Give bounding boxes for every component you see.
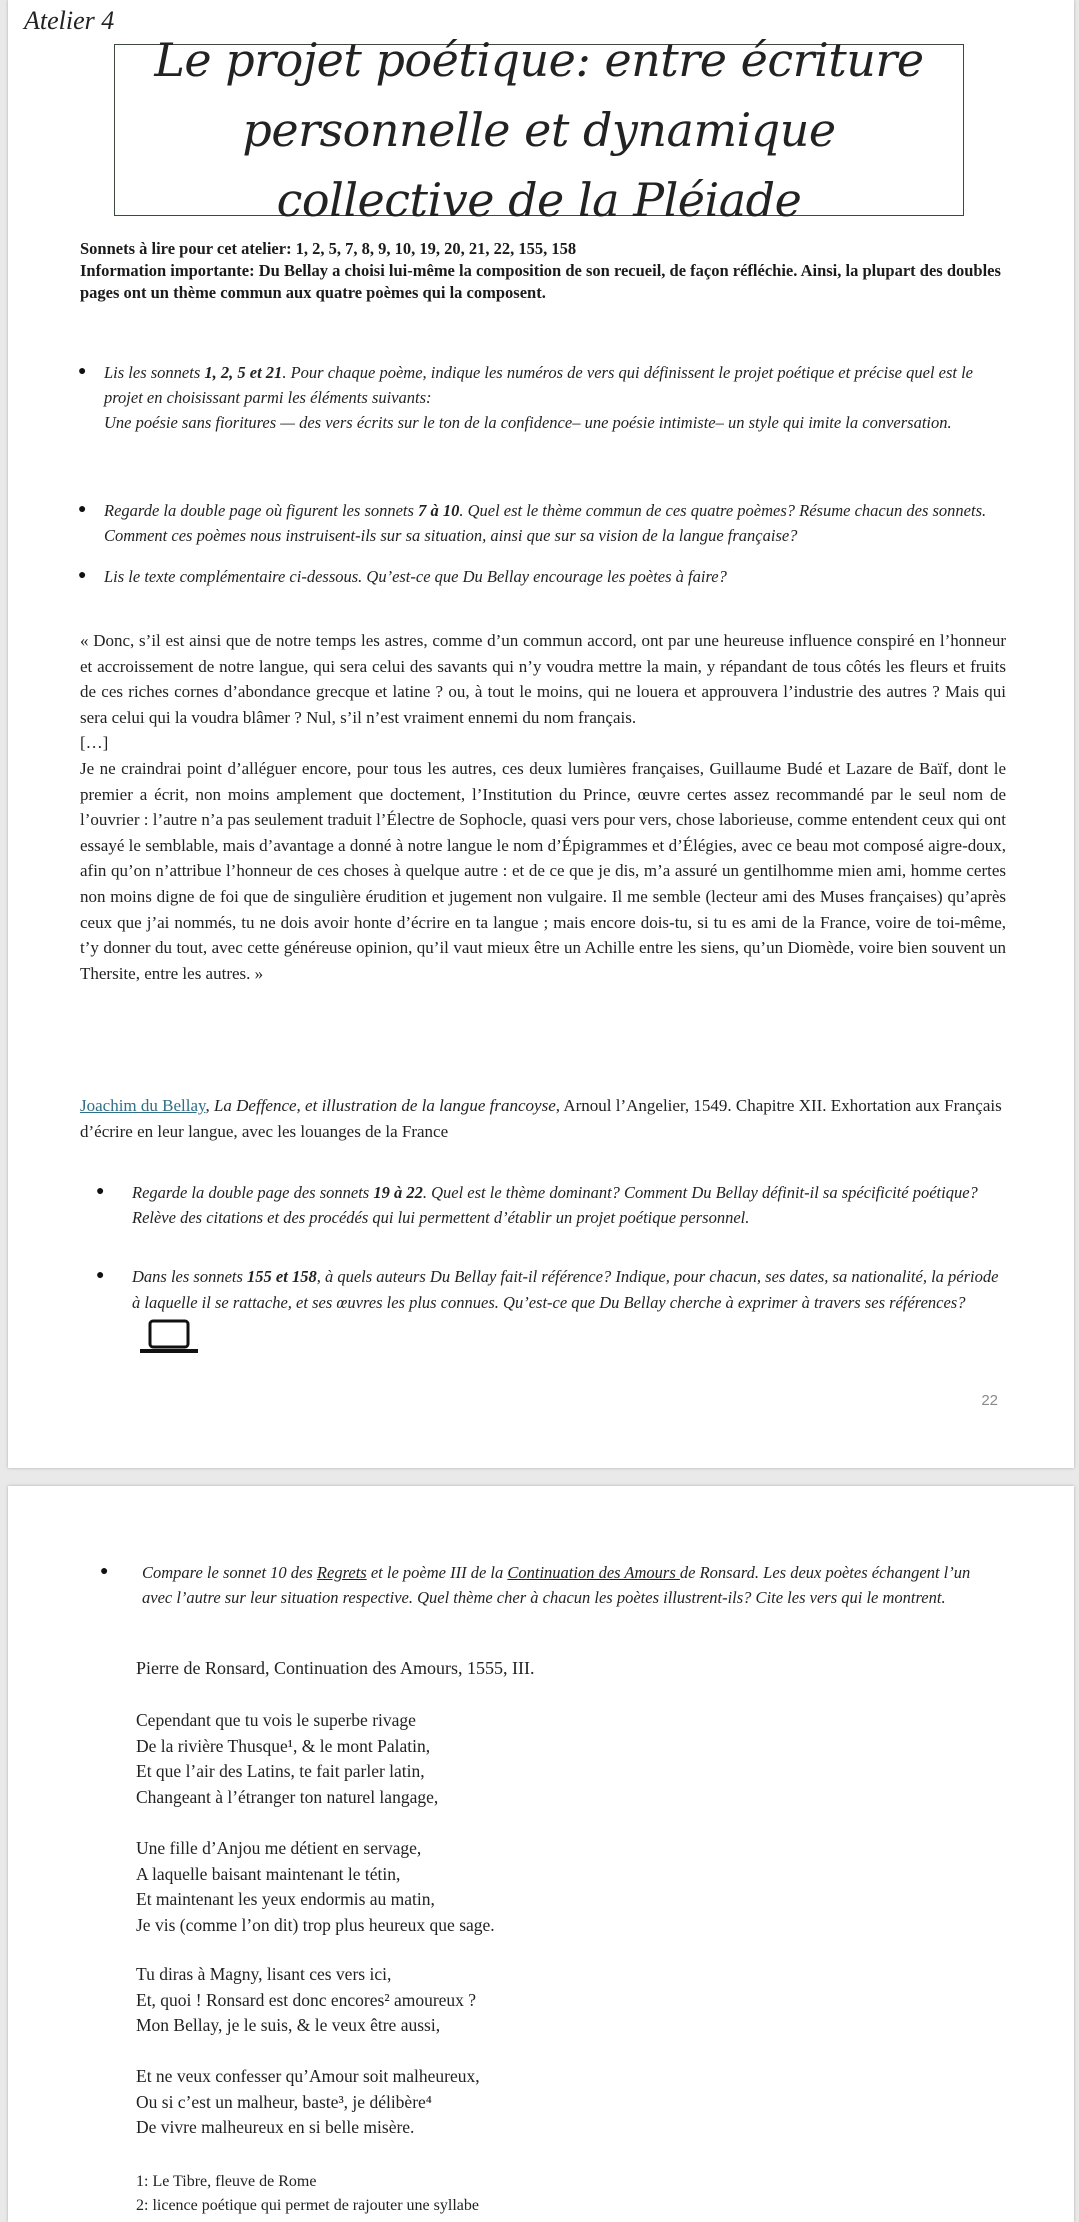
question-3: Lis le texte complémentaire ci-dessous. Qu’est-ce que Du Bellay encourage les poètes à faire? bbox=[104, 567, 727, 586]
document-page-2 bbox=[8, 1486, 1074, 2222]
title-box bbox=[114, 33, 964, 227]
poem-line: Et maintenant les yeux endormis au matin, bbox=[136, 1889, 435, 1909]
atelier-label: Atelier 4 bbox=[24, 6, 115, 35]
question-text: Regarde la double page où figurent les sonnets bbox=[104, 501, 419, 520]
author-link[interactable]: Joachim du Bellay bbox=[80, 1096, 206, 1115]
intro-block bbox=[80, 238, 1010, 304]
laptop-icon bbox=[138, 1316, 200, 1364]
question-2 bbox=[104, 498, 1004, 548]
question-options: Une poésie sans fioritures — des vers écrits sur le ton de la confidence– une poésie intimiste– un style qui imite la conversation. bbox=[104, 413, 952, 432]
question-text: Regarde la double page des sonnets bbox=[132, 1183, 374, 1202]
question-sonnets: 19 à 22 bbox=[373, 1183, 423, 1202]
bullet-icon: ● bbox=[78, 502, 87, 517]
stanza-4 bbox=[136, 2064, 836, 2141]
question-text: Dans les sonnets bbox=[132, 1267, 248, 1286]
bullet-icon: ● bbox=[78, 568, 87, 583]
sonnets-list: Sonnets à lire pour cet atelier: 1, 2, 5, 7, 8, 9, 10, 19, 20, 21, 22, 155, 158 bbox=[80, 239, 577, 258]
bullet-icon: ● bbox=[96, 1268, 105, 1283]
question-6 bbox=[142, 1560, 992, 1610]
stanza-1 bbox=[136, 1708, 836, 1810]
poem-line: A laquelle baisant maintenant le tétin, bbox=[136, 1863, 401, 1884]
source-citation bbox=[80, 1093, 1006, 1144]
bullet-icon: ● bbox=[100, 1564, 109, 1579]
question-sonnets: 1, 2, 5 et 21 bbox=[204, 363, 283, 382]
bullet-icon: ● bbox=[78, 364, 87, 379]
important-info: Information importante: Du Bellay a choisi lui-même la composition de son recueil, de façon réfléchie. Ainsi, la plupart des doubles pages ont un thème commun aux quatre poèmes qui la composent. bbox=[80, 261, 1001, 302]
poem-line: De la rivière Thusque¹, & le mont Palatin, bbox=[136, 1735, 431, 1756]
question-1 bbox=[104, 360, 1004, 435]
stanza-2 bbox=[136, 1836, 836, 1938]
poem-line: Une fille d’Anjou me détient en servage, bbox=[136, 1838, 422, 1858]
question-text: Lis les sonnets bbox=[104, 363, 205, 382]
question-text: Compare le sonnet 10 des bbox=[142, 1563, 317, 1582]
poem-line: Cependant que tu vois le superbe rivage bbox=[136, 1710, 416, 1730]
quote-paragraph-1: « Donc, s’il est ainsi que de notre temps les astres, comme d’un commun accord, ont par une heureuse influence conspiré en l’honneur et accroissement de notre langue, qui sera celui des savants qui n’y voudra mettre la main, y répandant de tous côtés les fleurs et fruits de ces riches cornes d’abondance grecque et latine ? ou, à tout le moins, qui ne louera et approuvera l’industrie des autres ? Mais qui sera celui qui la voudra blâmer ? Nul, s’il n’est vraiment ennemi du nom français. bbox=[80, 631, 1006, 727]
document-page-1 bbox=[8, 0, 1074, 1468]
continuation-title: Continuation des Amours bbox=[507, 1563, 680, 1582]
work-title: La Deffence, et illustration de la langue francoyse bbox=[213, 1096, 556, 1115]
poem-line: Changeant à l’étranger ton naturel langage, bbox=[136, 1786, 439, 1807]
question-4 bbox=[132, 1180, 1002, 1230]
bullet-icon: ● bbox=[96, 1184, 105, 1199]
poem-line: Et ne veux confesser qu’Amour soit malheureux, bbox=[136, 2066, 480, 2086]
question-text: , à quels auteurs Du Bellay fait-il référence? Indique, pour chacun, ses dates, sa nationalité, la période à laquelle il se rattache, et ses œuvres les plus connues. Qu’est-ce que Du Bellay cherche à exprimer à travers ses références? bbox=[132, 1267, 999, 1312]
question-text: . Pour chaque poème, indique les numéros de vers qui définissent le projet poétique et précise quel est le projet en choisissant parmi les éléments suivants: bbox=[104, 363, 974, 407]
poem-line: Ou si c’est un malheur, baste³, je délibère⁴ bbox=[136, 2091, 432, 2112]
quote-ellipsis: […] bbox=[80, 733, 109, 753]
poem-line: Et que l’air des Latins, te fait parler latin, bbox=[136, 1761, 425, 1781]
question-sonnets: 155 et 158 bbox=[247, 1267, 317, 1286]
footnote: 2: licence poétique qui permet de rajouter une syllabe bbox=[136, 2197, 479, 2214]
poem-line: Et, quoi ! Ronsard est donc encores² amoureux ? bbox=[136, 1989, 477, 2010]
question-text: . Quel est le thème dominant? Comment Du Bellay définit-il sa spécificité poétique? Relève des citations et des procédés qui lui permettent d’établir un projet poétique personnel. bbox=[132, 1183, 978, 1227]
footnotes bbox=[136, 2170, 479, 2218]
page-title: Le projet poétique: entre écriture personnelle et dynamique collective de la Pléiade bbox=[154, 33, 924, 227]
regrets-title: Regrets bbox=[316, 1563, 367, 1582]
poem-line: De vivre malheureux en si belle misère. bbox=[136, 2117, 415, 2137]
question-sonnets: 7 à 10 bbox=[418, 501, 460, 520]
question-text: de Ronsard. Les deux poètes échangent l’un avec l’autre sur leur situation respective. Quel thème cher à chacun les poètes illustrent-ils? Cite les vers qui le montrent. bbox=[142, 1563, 971, 1607]
quote-paragraph-2: Je ne craindrai point d’alléguer encore, pour tous les autres, ces deux lumières françaises, Guillaume Budé et Lazare de Baïf, dont le premier a écrit, non moins amplement que doctement, l’Institution du Prince, œuvre certes assez recommandé par le seul nom de l’ouvrier : l’autre n’a pas seulement traduit l’Électre de Sophocle, quasi vers pour vers, chose laborieuse, comme entendent ceux qui ont essayé le semblable, mais d’avantage a donné à notre langue le nom d’Épigrammes et d’Élégies, avec ce beau mot composé aigre-doux, afin qu’on n’attribue l’honneur de ces choses à quelque autre : et de ce que je dis, m’a assuré un gentilhomme mien ami, homme certes non moins digne de foi que de singulière érudition et jugement non vulgaire. Il me semble (lecteur ami des Muses françaises) qu’après ceux que j’ai nommés, tu ne dois avoir honte d’écrire en ta langue ; mais encore dois-tu, si tu es ami de la France, voire de toi-même, t’y donner du tout, avec cette généreuse opinion, qu’il vaut mieux être un Achille entre les siens, qu’un Diomède, voire bien souvent un Thersite, entre les autres. » bbox=[80, 758, 1006, 983]
question-text: et le poème III de la bbox=[366, 1563, 508, 1582]
poem-line: Je vis (comme l’on dit) trop plus heureux que sage. bbox=[136, 1914, 495, 1935]
question-text: . Quel est le thème commun de ces quatre poèmes? Résume chacun des sonnets. Comment ces poèmes nous instruisent-ils sur sa situation, ainsi que sur sa vision de la langue française? bbox=[104, 501, 987, 545]
separator: , bbox=[205, 1096, 214, 1115]
source-details: , Arnoul l’Angelier, 1549. Chapitre XII. Exhortation aux Français d’écrire en leur langue, avec les louanges de la France bbox=[80, 1096, 1002, 1141]
stanza-3 bbox=[136, 1962, 836, 2039]
poem-line: Tu diras à Magny, lisant ces vers ici, bbox=[136, 1964, 392, 1984]
poem-heading: Pierre de Ronsard, Continuation des Amours, 1555, III. bbox=[136, 1658, 535, 1678]
question-5 bbox=[132, 1264, 1002, 1364]
page-number: 22 bbox=[981, 1392, 998, 1409]
complementary-text bbox=[80, 628, 1006, 986]
poem-line: Mon Bellay, je le suis, & le veux être aussi, bbox=[136, 2015, 441, 2035]
footnote: 1: Le Tibre, fleuve de Rome bbox=[136, 2173, 317, 2190]
